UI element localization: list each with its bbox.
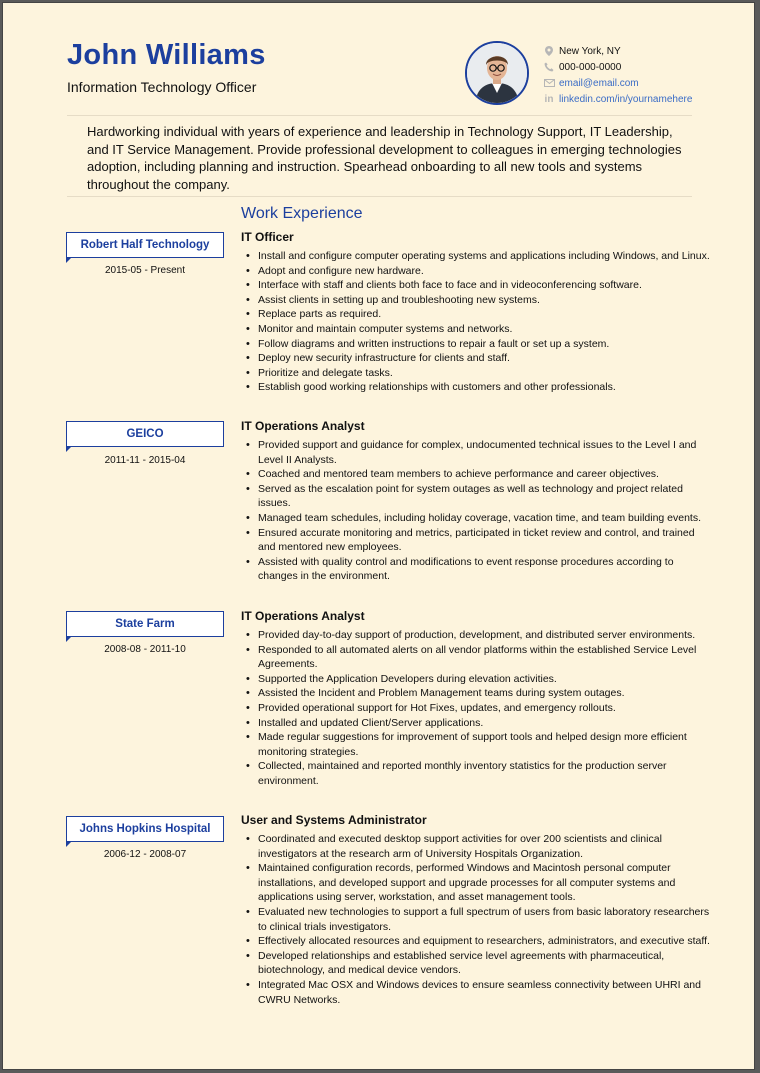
bullet-item: • Provided day-to-day support of production, development, and distributed server environments. — [258, 628, 710, 643]
bullet-item: • Assisted the Incident and Problem Management teams during system outages. — [258, 686, 710, 701]
job-title: User and Systems Administrator — [241, 813, 427, 827]
company-label: Johns Hopkins Hospital — [66, 816, 224, 842]
bullet-item: • Assist clients in setting up and troubleshooting new systems. — [258, 293, 710, 308]
bullet-item: • Establish good working relationships with customers and other professionals. — [258, 380, 710, 395]
bullet-item: • Maintained configuration records, performed Windows and Macintosh personal computer installations, and developed support and upgrade processes for all computer systems and applications using server, workstation, and asset management tools. — [258, 861, 710, 905]
phone-text: 000-000-0000 — [559, 61, 622, 73]
profile-photo — [465, 41, 529, 105]
job-title: IT Operations Analyst — [241, 609, 365, 623]
envelope-icon — [543, 79, 555, 87]
bullet-item: • Provided operational support for Hot Fixes, updates, and emergency rollouts. — [258, 701, 710, 716]
job-bullets — [241, 628, 710, 789]
bullet-item: • Monitor and maintain computer systems and networks. — [258, 322, 710, 337]
bullet-item: • Deploy new security infrastructure for clients and staff. — [258, 351, 710, 366]
bullet-item: • Ensured accurate monitoring and metrics, participated in ticket review and control, and trained and mentored new employees. — [258, 526, 710, 555]
bullet-item: • Effectively allocated resources and equipment to researchers, administrators, and executive staff. — [258, 934, 710, 949]
professional-summary: Hardworking individual with years of experience and leadership in Technology Support, IT Leadership, and IT Service Management. Provide professional development to colleagues in emerging technologies adoption, including planning and instruction. Spearhead onboarding to all new tools and systems throughout the company. — [87, 124, 682, 192]
job-title: IT Officer — [241, 230, 294, 244]
resume-page — [3, 3, 754, 1069]
company-label: Robert Half Technology — [66, 232, 224, 258]
bullet-item: • Supported the Application Developers during elevation activities. — [258, 672, 710, 687]
bullet-item: • Served as the escalation point for system outages as well as technology and project related issues. — [258, 482, 710, 511]
bullet-item: • Integrated Mac OSX and Windows devices to ensure seamless connectivity between UHRI and CWRU Networks. — [258, 978, 710, 1007]
bullet-item: • Made regular suggestions for improvement of support tools and helped design more efficient monitoring strategies. — [258, 730, 710, 759]
bullet-item: • Developed relationships and established service level agreements with pharmaceutical, biotechnology, and medical device vendors. — [258, 949, 710, 978]
job-dates: 2015-05 - Present — [104, 265, 186, 276]
contact-email[interactable] — [543, 75, 692, 91]
job-title: IT Operations Analyst — [241, 419, 365, 433]
summary-divider — [67, 196, 692, 197]
bullet-item: • Adopt and configure new hardware. — [258, 264, 710, 279]
work-experience-heading: Work Experience — [241, 205, 363, 222]
company-label: GEICO — [66, 421, 224, 447]
job-dates: 2011-11 - 2015-04 — [104, 455, 186, 466]
bullet-item: • Follow diagrams and written instructions to repair a fault or set up a system. — [258, 337, 710, 352]
location-pin-icon — [543, 46, 555, 56]
bullet-item: • Interface with staff and clients both face to face and in videoconferencing software. — [258, 278, 710, 293]
phone-icon — [543, 62, 555, 72]
location-text: New York, NY — [559, 45, 621, 57]
job-bullets — [241, 438, 710, 584]
person-portrait-icon — [467, 43, 527, 103]
bullet-item: • Installed and updated Client/Server applications. — [258, 716, 710, 731]
bullet-item: • Managed team schedules, including holiday coverage, vacation time, and team building events. — [258, 511, 710, 526]
bullet-item: • Provided support and guidance for complex, undocumented technical issues to the Level I and Level II Analysts. — [258, 438, 710, 467]
bullet-item: • Collected, maintained and reported monthly inventory statistics for the production server environment. — [258, 759, 710, 788]
contact-location — [543, 43, 692, 59]
company-label: State Farm — [66, 611, 224, 637]
contact-linkedin[interactable] — [543, 91, 692, 107]
bullet-item: • Coordinated and executed desktop support activities for over 200 scientists and clinical investigators at the research arm of University Hospitals Organization. — [258, 832, 710, 861]
linkedin-icon: in — [544, 93, 554, 105]
contact-phone — [543, 59, 692, 75]
candidate-name: John Williams — [67, 39, 266, 71]
contact-info — [543, 43, 692, 107]
email-link[interactable]: email@email.com — [559, 77, 639, 89]
bullet-item: • Evaluated new technologies to support a full spectrum of users from basic laboratory researchers to clinical trials investigators. — [258, 905, 710, 934]
header-divider — [67, 115, 692, 116]
bullet-item: • Coached and mentored team members to achieve performance and career objectives. — [258, 467, 710, 482]
job-bullets — [241, 832, 710, 1007]
job-bullets — [241, 249, 710, 395]
candidate-title: Information Technology Officer — [67, 79, 257, 95]
bullet-item: • Assisted with quality control and modifications to event response procedures according to changes in the environment. — [258, 555, 710, 584]
linkedin-link[interactable]: linkedin.com/in/yournamehere — [559, 93, 693, 105]
job-dates: 2006-12 - 2008-07 — [103, 849, 187, 860]
job-dates: 2008-08 - 2011-10 — [104, 644, 186, 655]
bullet-item: • Prioritize and delegate tasks. — [258, 366, 710, 381]
bullet-item: • Replace parts as required. — [258, 307, 710, 322]
bullet-item: • Install and configure computer operating systems and applications including Windows, and Linux. — [258, 249, 710, 264]
bullet-item: • Responded to all automated alerts on all vendor platforms within the established Service Level Agreements. — [258, 643, 710, 672]
